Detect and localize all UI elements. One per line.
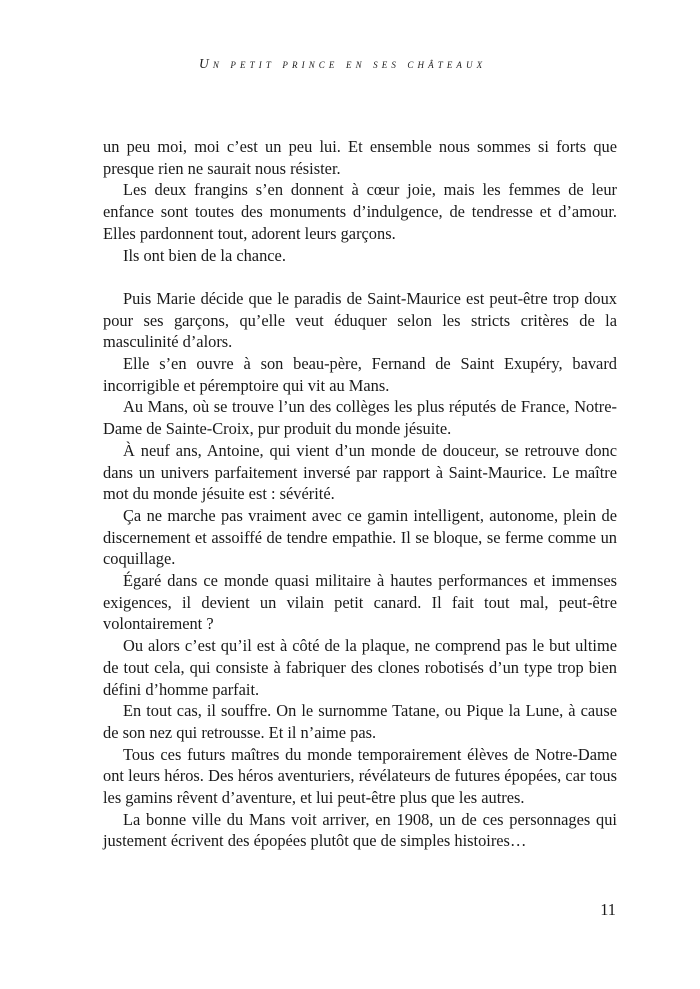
running-head: Un petit prince en ses châteaux (199, 56, 487, 71)
paragraph: Ça ne marche pas vraiment avec ce gamin intelligent, autonome, plein de discernement et assoiffé de tendre empathie. Il se bloque, se ferme comme un coquillage. (103, 505, 617, 569)
paragraph: Tous ces futurs maîtres du monde temporairement élèves de Notre-Dame ont leurs héros. Des héros aventuriers, révélateurs de futures épopées, car tous les gamins rêvent d’aventure, et lui peut-être plus que les autres. (103, 744, 617, 808)
body-text (103, 136, 617, 852)
paragraph: Puis Marie décide que le paradis de Saint-Maurice est peut-être trop doux pour ses garçons, qu’elle veut éduquer selon les stricts critères de la masculinité d’alors. (103, 288, 617, 352)
paragraph: Elle s’en ouvre à son beau-père, Fernand de Saint Exupéry, bavard incorrigible et péremptoire qui vit au Mans. (103, 354, 617, 395)
paragraph: Ou alors c’est qu’il est à côté de la plaque, ne comprend pas le but ultime de tout cela, qui consiste à fabriquer des clones robotisés d’un type trop bien défini d’homme parfait. (103, 636, 617, 699)
paragraph: Égaré dans ce monde quasi militaire à hautes performances et immenses exigences, il devient un vilain petit canard. Il fait tout mal, peut-être volontairement ? (103, 571, 617, 634)
paragraph: Ils ont bien de la chance. (123, 245, 286, 265)
page-number: 11 (600, 900, 616, 919)
paragraph: Au Mans, où se trouve l’un des collèges les plus réputés de France, Notre-Dame de Sainte-Croix, pur produit du monde jésuite. (103, 397, 617, 439)
paragraph: un peu moi, moi c’est un peu lui. Et ensemble nous sommes si forts que presque rien ne saurait nous résister. (103, 137, 617, 178)
paragraph: Les deux frangins s’en donnent à cœur joie, mais les femmes de leur enfance sont toutes des monuments d’indulgence, de tendresse et d’amour. Elles pardonnent tout, adorent leurs garçons. (103, 180, 617, 243)
paragraph: À neuf ans, Antoine, qui vient d’un monde de douceur, se retrouve donc dans un univers parfaitement inversé par rapport à Saint-Maurice. Le maître mot du monde jésuite est : sévérité. (103, 440, 617, 504)
paragraph: En tout cas, il souffre. On le surnomme Tatane, ou Pique la Lune, à cause de son nez qui retrousse. Et il n’aime pas. (103, 701, 617, 742)
paragraph: La bonne ville du Mans voit arriver, en 1908, un de ces personnages qui justement écrivent des épopées plutôt que de simples histoires… (103, 809, 617, 851)
